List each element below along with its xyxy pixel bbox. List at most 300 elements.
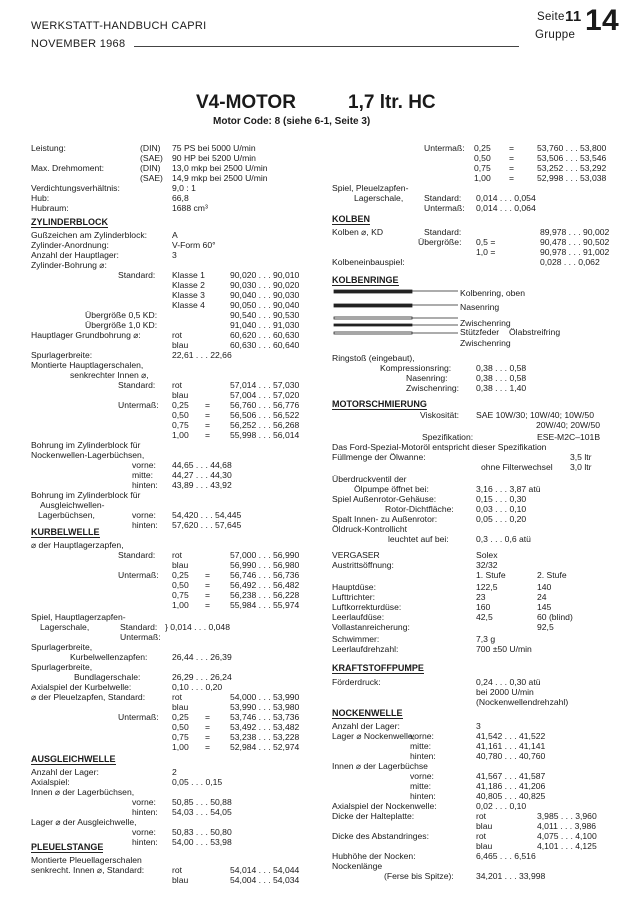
spec-row <box>0 484 643 494</box>
spec-row <box>0 257 643 267</box>
spec-cell: vorne: <box>410 771 434 781</box>
spec-row <box>0 163 643 173</box>
spec-row <box>0 193 643 203</box>
spec-cell: Untermaß: <box>118 712 159 722</box>
spec-cell: Nasenring: <box>406 373 448 383</box>
spec-cell: 60 (blind) <box>537 612 573 622</box>
spec-cell: 0,5 = <box>476 237 496 247</box>
spec-cell: 90,020 . . . 90,010 <box>230 270 300 280</box>
spec-cell: 0,75 <box>172 590 189 600</box>
spec-row <box>0 582 643 592</box>
spec-cell: Untermaß: <box>424 203 465 213</box>
spec-cell: hinten: <box>132 480 158 490</box>
spec-cell: 122,5 <box>476 582 498 592</box>
spec-row <box>0 662 643 672</box>
spec-cell: senkrechter Innen ⌀, <box>70 370 149 380</box>
spec-cell: ⌀ der Pleuelzapfen, Standard: <box>31 692 146 702</box>
spec-row <box>0 570 643 580</box>
spec-row <box>0 550 643 560</box>
spec-cell: = <box>205 570 211 580</box>
spec-cell: 26,29 . . . 26,24 <box>172 672 232 682</box>
spec-row <box>0 400 643 410</box>
spec-cell: 2 <box>172 767 177 777</box>
spec-row <box>0 697 643 707</box>
spec-cell: 3,985 . . . 3,960 <box>537 811 597 821</box>
spec-cell: Klasse 4 <box>172 300 205 310</box>
page-number: 11 <box>565 8 582 25</box>
spec-row <box>0 644 643 654</box>
spec-cell: Klasse 2 <box>172 280 205 290</box>
spec-cell: Standard: <box>118 550 156 560</box>
spec-row <box>0 731 643 741</box>
spec-cell: 3,0 ltr <box>570 462 592 472</box>
spec-cell: Zylinder-Bohrung ⌀: <box>31 260 107 270</box>
spec-cell: 57,000 . . . 56,990 <box>230 550 300 560</box>
spec-cell: mitte: <box>410 781 432 791</box>
spec-cell: 0,50 <box>172 580 189 590</box>
spec-cell: 6,465 . . . 6,516 <box>476 851 536 861</box>
spec-cell: 42,5 <box>476 612 493 622</box>
spec-cell: Füllmenge der Ölwanne: <box>332 452 426 462</box>
spec-cell: Hubhöhe der Nocken: <box>332 851 416 861</box>
spec-cell: Innen ⌀ der Lagerbüchse <box>332 761 428 771</box>
section-heading: KOLBENRINGE <box>332 275 399 285</box>
spec-row <box>0 801 643 811</box>
spec-cell: 41,567 . . . 41,587 <box>476 771 546 781</box>
spec-cell: 40,780 . . . 40,760 <box>476 751 546 761</box>
spec-row <box>0 721 643 731</box>
spec-cell: 3,5 ltr <box>570 452 592 462</box>
spec-row <box>0 237 643 247</box>
spec-cell: 20W/40; 20W/50 <box>536 420 601 430</box>
spec-cell: = <box>205 420 211 430</box>
spec-cell: (SAE) <box>140 153 163 163</box>
spec-cell: 41,186 . . . 41,206 <box>476 781 546 791</box>
spec-cell: Viskosität: <box>420 410 460 420</box>
spec-cell: blau <box>172 390 189 400</box>
spec-cell: Übergröße 0,5 KD: <box>85 310 158 320</box>
piston-ring-diagram <box>330 284 470 346</box>
spec-cell: Max. Drehmoment: <box>31 163 105 173</box>
spec-cell: Standard: <box>120 622 158 632</box>
spec-row <box>0 741 643 751</box>
spec-cell: 91,040 . . . 91,030 <box>230 320 300 330</box>
spec-cell: = <box>205 410 211 420</box>
spec-cell: = <box>205 732 211 742</box>
spec-cell: Spiel Außenrotor-Gehäuse: <box>332 494 437 504</box>
spec-row <box>0 173 643 183</box>
spec-cell: Ausgleichwellen- <box>40 500 105 510</box>
spec-cell: 1,00 <box>474 173 491 183</box>
spec-cell: 90 HP bei 5200 U/min <box>172 153 256 163</box>
spec-row <box>0 771 643 781</box>
spec-cell: rot <box>172 330 183 340</box>
spec-cell: ⌀ der Hauptlagerzapfen, <box>31 540 124 550</box>
spec-cell: Ölpumpe öffnet bei: <box>354 484 429 494</box>
spec-cell: 9,0 : 1 <box>172 183 196 193</box>
spec-cell: A <box>172 230 178 240</box>
section-heading: KURBELWELLE <box>31 527 100 537</box>
spec-cell: Verdichtungsverhältnis: <box>31 183 120 193</box>
spec-cell: 140 <box>537 582 552 592</box>
spec-cell: 53,252 . . . 53,292 <box>537 163 607 173</box>
spec-cell: 54,420 . . . 54,445 <box>172 510 242 520</box>
spec-cell: = <box>205 600 211 610</box>
spec-cell: 56,238 . . . 56,228 <box>230 590 300 600</box>
spec-row <box>0 143 643 153</box>
spec-cell: Kolbeneinbauspiel: <box>332 257 405 267</box>
spec-cell: ESE-M2C–101B <box>537 432 601 442</box>
spec-cell: Lufttrichter: <box>332 592 375 602</box>
ring-bar <box>334 332 412 334</box>
spec-cell: Gußzeichen am Zylinderblock: <box>31 230 148 240</box>
engine-variant: 1,7 ltr. HC <box>348 92 436 113</box>
spec-row <box>0 247 643 257</box>
spec-row <box>0 821 643 831</box>
spec-cell: 26,44 . . . 26,39 <box>172 652 232 662</box>
spec-cell: Vollastanreicherung: <box>332 622 410 632</box>
spec-row <box>0 353 643 363</box>
spec-row <box>0 634 643 644</box>
spec-cell: 0,25 <box>172 712 189 722</box>
spec-cell: 0,014 . . . 0,054 <box>476 193 536 203</box>
spec-cell: 54,03 . . . 54,05 <box>172 807 232 817</box>
spec-cell: 52,998 . . . 53,038 <box>537 173 607 183</box>
spec-cell: Übergröße 1,0 KD: <box>85 320 158 330</box>
spec-cell: } 0,014 . . . 0,048 <box>165 622 230 632</box>
spec-row <box>0 410 643 420</box>
spec-row <box>0 474 643 484</box>
spec-cell: 53,506 . . . 53,546 <box>537 153 607 163</box>
edition-date: NOVEMBER 1968 <box>31 38 126 50</box>
spec-cell: vorne: <box>132 510 156 520</box>
spec-cell: 89,978 . . . 90,002 <box>540 227 610 237</box>
spec-cell: Schwimmer: <box>332 634 380 644</box>
spec-cell: (Ferse bis Spitze): <box>384 871 454 881</box>
spec-row <box>0 811 643 821</box>
spec-cell: hinten: <box>410 791 436 801</box>
spec-cell: 0,25 <box>172 570 189 580</box>
spec-cell: Ölabstreifring <box>509 327 561 337</box>
spec-cell: 3 <box>476 721 481 731</box>
spec-cell: 0,03 . . . 0,10 <box>476 504 527 514</box>
spec-cell: 56,492 . . . 56,482 <box>230 580 300 590</box>
spec-cell: 56,252 . . . 56,268 <box>230 420 300 430</box>
spec-cell: Lagerbüchsen, <box>38 510 95 520</box>
spec-cell: Spezifikation: <box>422 432 474 442</box>
spec-cell: 4,101 . . . 4,125 <box>537 841 597 851</box>
spec-cell: rot <box>476 811 487 821</box>
spec-cell: Ringstoß (eingebaut), <box>332 353 415 363</box>
spec-cell: 4,075 . . . 4,100 <box>537 831 597 841</box>
spec-cell: = <box>509 143 515 153</box>
spec-cell: 2. Stufe <box>537 570 567 580</box>
spec-row <box>0 288 643 298</box>
spec-row <box>0 677 643 687</box>
spec-cell: = <box>205 722 211 732</box>
spec-row <box>0 183 643 193</box>
spec-cell: 0,75 <box>172 420 189 430</box>
spec-cell: = <box>205 580 211 590</box>
spec-cell: (SAE) <box>140 173 163 183</box>
spec-row <box>0 791 643 801</box>
spec-cell: 0,38 . . . 0,58 <box>476 363 527 373</box>
spec-cell: 1,00 <box>172 742 189 752</box>
spec-cell: Überdruckventil der <box>332 474 407 484</box>
spec-cell: 54,000 . . . 53,990 <box>230 692 300 702</box>
spec-cell: 52,984 . . . 52,974 <box>230 742 300 752</box>
spec-cell: Montierte Pleuellagerschalen <box>31 855 142 865</box>
spec-cell: 0,50 <box>474 153 491 163</box>
spec-cell: mitte: <box>132 470 154 480</box>
spec-cell: blau <box>172 340 189 350</box>
spec-cell: = <box>205 590 211 600</box>
spec-cell: hinten: <box>132 837 158 847</box>
spec-cell: 3,16 . . . 3,87 atü <box>476 484 541 494</box>
spec-cell: 23 <box>476 592 486 602</box>
group-label: Gruppe <box>535 29 576 41</box>
spec-cell: Zwischenring: <box>406 383 460 393</box>
ring-bar <box>334 290 412 293</box>
spec-cell: = <box>205 742 211 752</box>
spec-cell: 22,61 . . . 22,66 <box>172 350 232 360</box>
spec-cell: 0,50 <box>172 410 189 420</box>
spec-cell: Klasse 3 <box>172 290 205 300</box>
spec-cell: 1688 cm³ <box>172 203 208 213</box>
spec-cell: Nockenlänge <box>332 861 383 871</box>
spec-cell: Klasse 1 <box>172 270 205 280</box>
manual-title: WERKSTATT-HANDBUCH CAPRI <box>31 20 207 32</box>
spec-cell: Hauptlager Grundbohrung ⌀: <box>31 330 141 340</box>
spec-cell: Übergröße: <box>418 237 462 247</box>
spec-cell: 160 <box>476 602 491 612</box>
spec-cell: 41,161 . . . 41,141 <box>476 741 546 751</box>
spec-cell: 0,10 . . . 0,20 <box>172 682 223 692</box>
spec-cell: senkrecht. Innen ⌀, Standard: <box>31 865 145 875</box>
spec-cell: 0,028 . . . 0,062 <box>540 257 600 267</box>
spec-cell: Standard: <box>118 380 156 390</box>
spec-cell: Hubraum: <box>31 203 69 213</box>
spec-cell: Lager ⌀ Nockenwelle, <box>332 731 416 741</box>
spec-cell: Lagerschale, <box>354 193 404 203</box>
spec-cell: 90,050 . . . 90,040 <box>230 300 300 310</box>
spec-row <box>0 203 643 213</box>
spec-cell: 66,8 <box>172 193 189 203</box>
spec-row <box>0 373 643 383</box>
spec-cell: Untermaß: <box>118 400 159 410</box>
spec-cell: SAE 10W/30; 10W/40; 10W/50 <box>476 410 594 420</box>
section-heading: KRAFTSTOFFPUMPE <box>332 663 424 673</box>
spec-cell: Luftkorrekturdüse: <box>332 602 402 612</box>
spec-cell: 0,3 . . . 0,6 atü <box>476 534 531 544</box>
spec-cell: rot <box>172 550 183 560</box>
spec-cell: Leerlaufdrehzahl: <box>332 644 399 654</box>
spec-cell: = <box>205 400 211 410</box>
spec-row <box>0 687 643 697</box>
spec-cell: 0,38 . . . 0,58 <box>476 373 527 383</box>
spec-cell: = <box>205 430 211 440</box>
engine-code: Motor Code: 8 (siehe 6-1, Seite 3) <box>213 116 371 127</box>
spec-cell: Innen ⌀ der Lagerbüchsen, <box>31 787 135 797</box>
spec-cell: Axialspiel: <box>31 777 70 787</box>
spec-cell: = <box>509 163 515 173</box>
spec-cell: Spiel, Pleuelzapfen- <box>332 183 409 193</box>
spec-cell: 55,998 . . . 56,014 <box>230 430 300 440</box>
spec-cell: hinten: <box>132 520 158 530</box>
spec-cell: Lager ⌀ der Ausgleichwelle, <box>31 817 137 827</box>
spec-cell: Hauptdüse: <box>332 582 376 592</box>
spec-cell: 34,201 . . . 33,998 <box>476 871 546 881</box>
spec-cell: blau <box>476 821 493 831</box>
spec-cell: 60,630 . . . 60,640 <box>230 340 300 350</box>
spec-cell: 55,984 . . . 55,974 <box>230 600 300 610</box>
spec-cell: 92,5 <box>537 622 554 632</box>
spec-cell: 1,0 = <box>476 247 496 257</box>
spec-row <box>0 420 643 430</box>
spec-cell: Spurlagerbreite, <box>31 662 93 672</box>
header-rule <box>134 46 519 47</box>
engine-title: V4-MOTOR <box>196 92 296 113</box>
spec-cell: blau <box>172 560 189 570</box>
spec-cell: 700 ±50 U/min <box>476 644 532 654</box>
spec-cell: Standard: <box>424 227 462 237</box>
spec-cell: 0,50 <box>172 722 189 732</box>
spec-cell: vorne: <box>132 460 156 470</box>
spec-row <box>0 560 643 570</box>
spec-cell: Zylinder-Anordnung: <box>31 240 109 250</box>
spec-cell: 54,014 . . . 54,044 <box>230 865 300 875</box>
spec-row <box>0 270 643 280</box>
spec-cell: 53,990 . . . 53,980 <box>230 702 300 712</box>
spec-cell: = <box>509 173 515 183</box>
spec-cell: Öldruck-Kontrollicht <box>332 524 407 534</box>
spec-cell: ohne Filterwechsel <box>481 462 553 472</box>
spec-row <box>0 227 643 237</box>
spec-cell: 90,978 . . . 91,002 <box>540 247 610 257</box>
spec-row <box>0 504 643 514</box>
spec-row <box>0 327 643 337</box>
spec-cell: 0,02 . . . 0,10 <box>476 801 527 811</box>
spec-cell: 50,83 . . . 50,80 <box>172 827 232 837</box>
spec-cell: Bohrung im Zylinderblock für <box>31 490 141 500</box>
spec-cell: 54,004 . . . 54,034 <box>230 875 300 885</box>
spec-row <box>0 602 643 612</box>
spec-cell: Anzahl der Hauptlager: <box>31 250 119 260</box>
spec-cell: Austrittsöffnung: <box>332 560 394 570</box>
spec-cell: rot <box>172 692 183 702</box>
spec-cell: 41,542 . . . 41,522 <box>476 731 546 741</box>
spec-cell: Kompressionsring: <box>380 363 452 373</box>
section-heading: MOTORSCHMIERUNG <box>332 399 427 409</box>
spec-row <box>0 831 643 841</box>
spec-cell: 50,85 . . . 50,88 <box>172 797 232 807</box>
spec-cell: 43,89 . . . 43,92 <box>172 480 232 490</box>
spec-cell: 54,00 . . . 53,98 <box>172 837 232 847</box>
spec-cell: VERGASER <box>332 550 380 560</box>
section-heading: AUSGLEICHWELLE <box>31 754 116 764</box>
spec-cell: Stützfeder <box>460 327 500 337</box>
spec-cell: 0,75 <box>172 732 189 742</box>
spec-cell: 1,00 <box>172 430 189 440</box>
spec-cell: rot <box>172 865 183 875</box>
spec-cell: Standard: <box>118 270 156 280</box>
spec-row <box>0 302 643 312</box>
spec-cell: 53,492 . . . 53,482 <box>230 722 300 732</box>
spec-cell: Axialspiel der Nockenwelle: <box>332 801 437 811</box>
spec-cell: 56,760 . . . 56,776 <box>230 400 300 410</box>
spec-cell: Untermaß: <box>424 143 465 153</box>
spec-cell: 90,478 . . . 90,502 <box>540 237 610 247</box>
ring-bar <box>334 324 412 326</box>
section-heading: KOLBEN <box>332 214 370 224</box>
spec-cell: 44,27 . . . 44,30 <box>172 470 232 480</box>
spec-cell: 32/32 <box>476 560 498 570</box>
spec-cell: Montierte Hauptlagerschalen, <box>31 360 144 370</box>
spec-cell: 75 PS bei 5000 U/min <box>172 143 256 153</box>
spec-cell: Das Ford-Spezial-Motoröl entspricht dieser Spezifikation <box>332 442 547 452</box>
spec-cell: 24 <box>537 592 547 602</box>
spec-cell: 1. Stufe <box>476 570 506 580</box>
spec-cell: 0,15 . . . 0,30 <box>476 494 527 504</box>
spec-cell: vorne: <box>132 827 156 837</box>
spec-row <box>0 452 643 462</box>
spec-cell: rot <box>476 831 487 841</box>
spec-cell: vorne: <box>410 731 434 741</box>
spec-cell: Spurlagerbreite: <box>31 350 93 360</box>
ring-bar <box>334 304 412 307</box>
spec-cell: Dicke der Halteplatte: <box>332 811 415 821</box>
spec-row <box>0 861 643 871</box>
spec-cell: 13,0 mkp bei 2500 U/min <box>172 163 268 173</box>
spec-cell: Nockenwellen-Lagerbüchsen, <box>31 450 145 460</box>
spec-cell: 56,506 . . . 56,522 <box>230 410 300 420</box>
spec-cell: Förderdruck: <box>332 677 381 687</box>
spec-cell: Dicke des Abstandringes: <box>332 831 429 841</box>
spec-cell: Leerlaufdüse: <box>332 612 385 622</box>
spec-cell: 0,38 . . . 1,40 <box>476 383 527 393</box>
spec-cell: blau <box>476 841 493 851</box>
spec-cell: 57,004 . . . 57,020 <box>230 390 300 400</box>
spec-cell: Hub: <box>31 193 50 203</box>
spec-cell: 0,25 <box>474 143 491 153</box>
spec-cell: hinten: <box>132 807 158 817</box>
spec-cell: 57,014 . . . 57,030 <box>230 380 300 390</box>
spec-cell: Kolben ⌀, KD <box>332 227 384 237</box>
spec-cell: 90,540 . . . 90,530 <box>230 310 300 320</box>
spec-cell: 145 <box>537 602 552 612</box>
section-heading: PLEUELSTANGE <box>31 842 104 852</box>
spec-row <box>0 612 643 622</box>
spec-row <box>0 514 643 524</box>
spec-cell: 0,24 . . . 0,30 atü <box>476 677 541 687</box>
spec-cell: 90,030 . . . 90,020 <box>230 280 300 290</box>
spec-cell: rot <box>172 380 183 390</box>
spec-cell: = <box>509 153 515 163</box>
spec-cell: 57,620 . . . 57,645 <box>172 520 242 530</box>
spec-cell: Untermaß: <box>118 570 159 580</box>
spec-cell: Spurlagerbreite, <box>31 642 93 652</box>
spec-cell: blau <box>172 702 189 712</box>
spec-cell: Leistung: <box>31 143 66 153</box>
spec-cell: Kolbenring, oben <box>460 288 525 298</box>
spec-cell: hinten: <box>410 751 436 761</box>
spec-row <box>0 592 643 602</box>
spec-cell: 4,011 . . . 3,986 <box>537 821 597 831</box>
spec-cell: 56,990 . . . 56,980 <box>230 560 300 570</box>
spec-cell: Anzahl der Lager: <box>332 721 400 731</box>
spec-cell: = <box>205 712 211 722</box>
spec-cell: 0,05 . . . 0,15 <box>172 777 223 787</box>
